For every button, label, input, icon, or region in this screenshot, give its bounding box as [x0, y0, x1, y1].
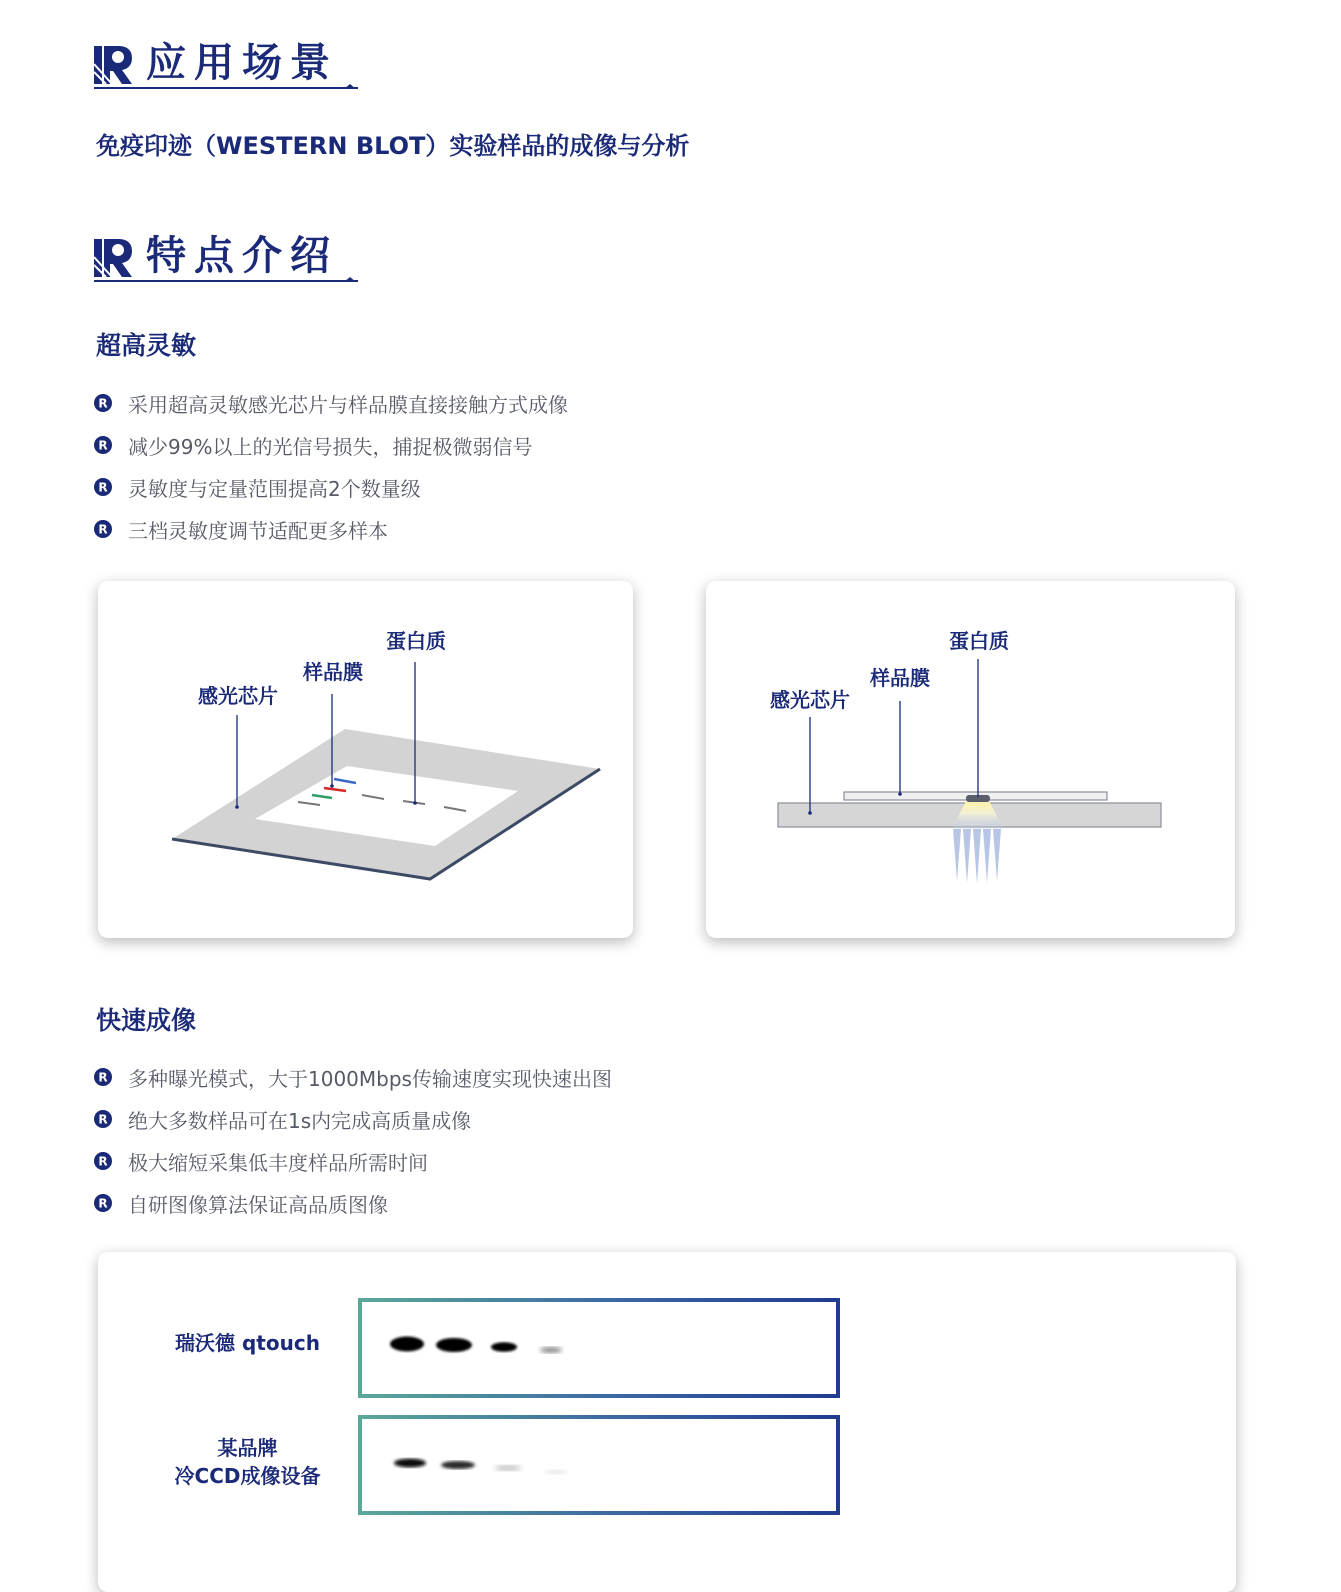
list-item: [94, 508, 568, 550]
section-title-application: 应用场景: [146, 40, 338, 86]
list-item-text: 自研图像算法保证高品质图像: [128, 1192, 388, 1217]
list-item-text: 灵敏度与定量范围提高2个数量级: [128, 476, 421, 501]
r-logo-icon: [94, 235, 134, 281]
svg-text:R: R: [98, 438, 108, 453]
label-protein: 蛋白质: [949, 629, 1009, 653]
blot-image-qtouch: [358, 1298, 840, 1398]
feature-list-sensitivity: [94, 382, 568, 550]
svg-text:R: R: [98, 480, 108, 495]
label-competitor-line2: 冷CCD成像设备: [174, 1464, 321, 1488]
label-competitor-line1: 某品牌: [217, 1436, 278, 1460]
list-item-text: 采用超高灵敏感光芯片与样品膜直接接触方式成像: [128, 392, 568, 417]
list-item: [94, 424, 568, 466]
label-sensor: 感光芯片: [198, 684, 278, 708]
label-qtouch: 瑞沃德 qtouch: [175, 1331, 320, 1355]
section-header-features: [94, 235, 358, 281]
feature-heading-fast-imaging: 快速成像: [96, 1006, 197, 1035]
r-logo-icon: [94, 42, 134, 88]
diagram-card-side-view: [706, 581, 1235, 938]
section-header-application: [94, 42, 358, 88]
contact-imaging-side-diagram: [706, 581, 1235, 938]
svg-text:R: R: [98, 1196, 108, 1211]
label-competitor: [150, 1434, 345, 1490]
feature-list-fast-imaging: [94, 1056, 612, 1224]
comparison-card: [98, 1252, 1236, 1592]
label-membrane: 样品膜: [870, 666, 930, 690]
title-underline: [94, 84, 358, 90]
list-item-text: 减少99%以上的光信号损失，捕捉极微弱信号: [128, 434, 533, 459]
feature-heading-sensitivity: 超高灵敏: [96, 331, 197, 360]
section-title-features: 特点介绍: [146, 233, 338, 279]
application-description: 免疫印迹（WESTERN BLOT）实验样品的成像与分析: [96, 132, 690, 160]
list-item: [94, 1098, 612, 1140]
svg-text:R: R: [98, 1070, 108, 1085]
r-bullet-icon: [94, 1068, 112, 1086]
r-bullet-icon: [94, 394, 112, 412]
diagram-card-perspective: [98, 581, 633, 938]
blot-bands-competitor: [362, 1419, 836, 1511]
list-item: [94, 382, 568, 424]
svg-text:R: R: [98, 396, 108, 411]
label-protein: 蛋白质: [386, 629, 446, 653]
list-item-text: 多种曝光模式，大于1000Mbps传输速度实现快速出图: [128, 1066, 612, 1091]
list-item-text: 三档灵敏度调节适配更多样本: [128, 518, 388, 543]
r-bullet-icon: [94, 520, 112, 538]
svg-text:R: R: [98, 1154, 108, 1169]
svg-text:R: R: [98, 522, 108, 537]
r-bullet-icon: [94, 1194, 112, 1212]
r-bullet-icon: [94, 478, 112, 496]
list-item: [94, 1056, 612, 1098]
r-bullet-icon: [94, 1152, 112, 1170]
blot-image-competitor: [358, 1415, 840, 1515]
contact-imaging-perspective-diagram: [98, 581, 633, 938]
list-item-text: 极大缩短采集低丰度样品所需时间: [128, 1150, 428, 1175]
label-membrane: 样品膜: [303, 660, 363, 684]
r-bullet-icon: [94, 1110, 112, 1128]
list-item: [94, 466, 568, 508]
list-item-text: 绝大多数样品可在1s内完成高质量成像: [128, 1108, 472, 1133]
svg-text:R: R: [98, 1112, 108, 1127]
r-bullet-icon: [94, 436, 112, 454]
list-item: [94, 1140, 612, 1182]
label-sensor: 感光芯片: [770, 688, 850, 712]
title-underline: [94, 277, 358, 283]
list-item: [94, 1182, 612, 1224]
blot-bands-qtouch: [362, 1302, 836, 1394]
